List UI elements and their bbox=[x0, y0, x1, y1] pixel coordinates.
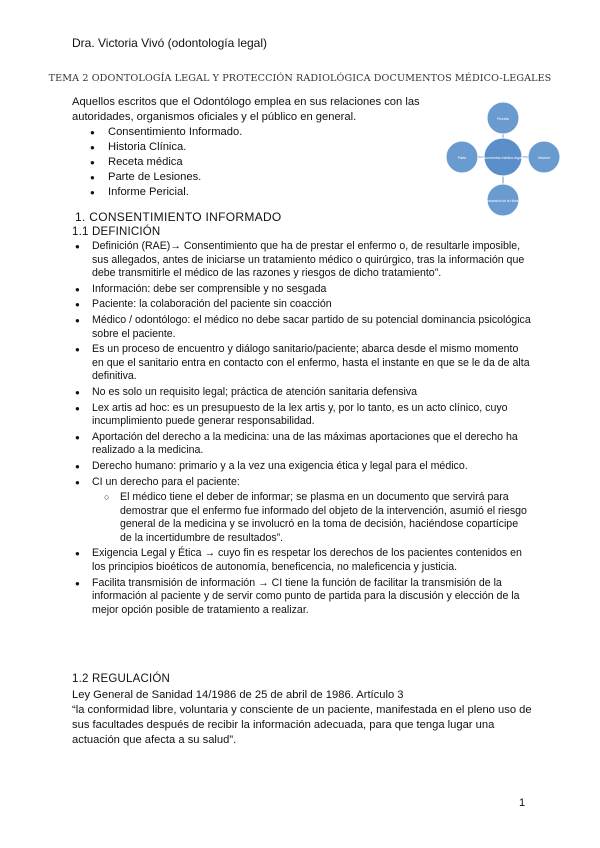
subheading-regulacion: 1.2 REGULACIÓN bbox=[72, 673, 171, 685]
intro-list bbox=[72, 125, 422, 200]
documents-diagram bbox=[446, 96, 560, 218]
list-item: ● Consentimiento Informado. bbox=[108, 125, 422, 140]
list-item: ● Definición (RAE)→ Consentimiento que ha de prestar el enfermo o, de resultarle imposible, sus allegados, antes de iniciarse un tratamiento médico o quirúrgico, tras la información que debe transmitirle el médico de las razones y riesgos de dicho tratamiento”. bbox=[92, 240, 532, 281]
page-header: Dra. Victoria Vivó (odontología legal) bbox=[72, 36, 267, 50]
list-item: ● Exigencia Legal y Ética → cuyo fin es respetar los derechos de los pacientes contenidos en los principios bioéticos de autonomía, beneficencia, no maleficencia y justicia. bbox=[92, 547, 532, 574]
subheading-definicion: 1.1 DEFINICIÓN bbox=[72, 226, 161, 238]
intro-text: Aquellos escritos que el Odontólogo emplea en sus relaciones con las autoridades, organismos oficiales y el público en general. bbox=[72, 96, 420, 123]
list-item: ● No es solo un requisito legal; práctica de atención sanitaria defensiva bbox=[92, 386, 532, 400]
diagram-label-center: Documentos médico-legales bbox=[480, 156, 526, 160]
law-reference: Ley General de Sanidad 14/1986 de 25 de abril de 1986. Artículo 3 bbox=[72, 689, 404, 701]
page-number: 1 bbox=[519, 797, 526, 809]
list-item-ci-derecho bbox=[92, 476, 532, 546]
list-item: ● Facilita transmisión de información → CI tiene la función de facilitar la transmisión de la información al paciente y de servir como punto de partida para la discusión y elección de la mejor opción posible de tratamiento a realizar. bbox=[92, 577, 532, 618]
law-quote: “la conformidad libre, voluntaria y consciente de un paciente, manifestada en el pleno uso de sus facultades después de recibir la información adecuada, para que tenga lugar una actuación que afecta a su salud”. bbox=[72, 704, 532, 746]
diagram-label-bottom: Declaración de la Historia bbox=[484, 199, 522, 203]
list-item: ● Aportación del derecho a la medicina: una de las máximas aportaciones que el derecho ha realizado a la medicina. bbox=[92, 431, 532, 458]
list-item: ● Información: debe ser comprensible y no sesgada bbox=[92, 283, 532, 297]
diagram-label-top: Receta bbox=[497, 117, 509, 121]
list-item: ● Derecho humano: primario y a la vez una exigencia ética y legal para el médico. bbox=[92, 460, 532, 474]
diagram-label-left: Parte bbox=[457, 156, 467, 160]
list-item: ● Lex artis ad hoc: es un presupuesto de la lex artis y, por lo tanto, es un acto clínico, cuyo incumplimiento puede generar responsabilidad. bbox=[92, 402, 532, 429]
diagram-label-right: Informe bbox=[537, 156, 551, 160]
tema-title: TEMA 2 ODONTOLOGÍA LEGAL Y PROTECCIÓN RADIOLÓGICA DOCUMENTOS MÉDICO-LEGALES bbox=[48, 73, 552, 84]
list-item-text: CI un derecho para el paciente: bbox=[92, 475, 240, 488]
section-heading-consentimiento: 1. CONSENTIMIENTO INFORMADO bbox=[75, 210, 282, 224]
sub-list-item: ○ El médico tiene el deber de informar; se plasma en un documento que servirá para demostrar que el enfermo fue informado del objeto de la intervención, asumió el riesgo general de la medicina y se involucró en la toma de decisión, haciéndose copartícipe de la incertidumbre de resultados”. bbox=[120, 491, 532, 545]
list-item: ● Médico / odontólogo: el médico no debe sacar partido de su potencial dominancia psicológica sobre el paciente. bbox=[92, 314, 532, 341]
list-item: ● Receta médica bbox=[108, 155, 422, 170]
list-item: ● Parte de Lesiones. bbox=[108, 170, 422, 185]
sub-list bbox=[92, 491, 532, 545]
intro-section bbox=[72, 95, 422, 200]
list-item: ● Informe Pericial. bbox=[108, 185, 422, 200]
regulation-block bbox=[72, 688, 542, 748]
definition-list bbox=[72, 240, 532, 619]
list-item: ● Es un proceso de encuentro y diálogo sanitario/paciente; abarca desde el mismo momento en que el sanitario entra en contacto con el enfermo, hasta el instante en que se le da de alta definitiva. bbox=[92, 343, 532, 384]
list-item: ● Paciente: la colaboración del paciente sin coacción bbox=[92, 298, 532, 312]
list-item: ● Historia Clínica. bbox=[108, 140, 422, 155]
